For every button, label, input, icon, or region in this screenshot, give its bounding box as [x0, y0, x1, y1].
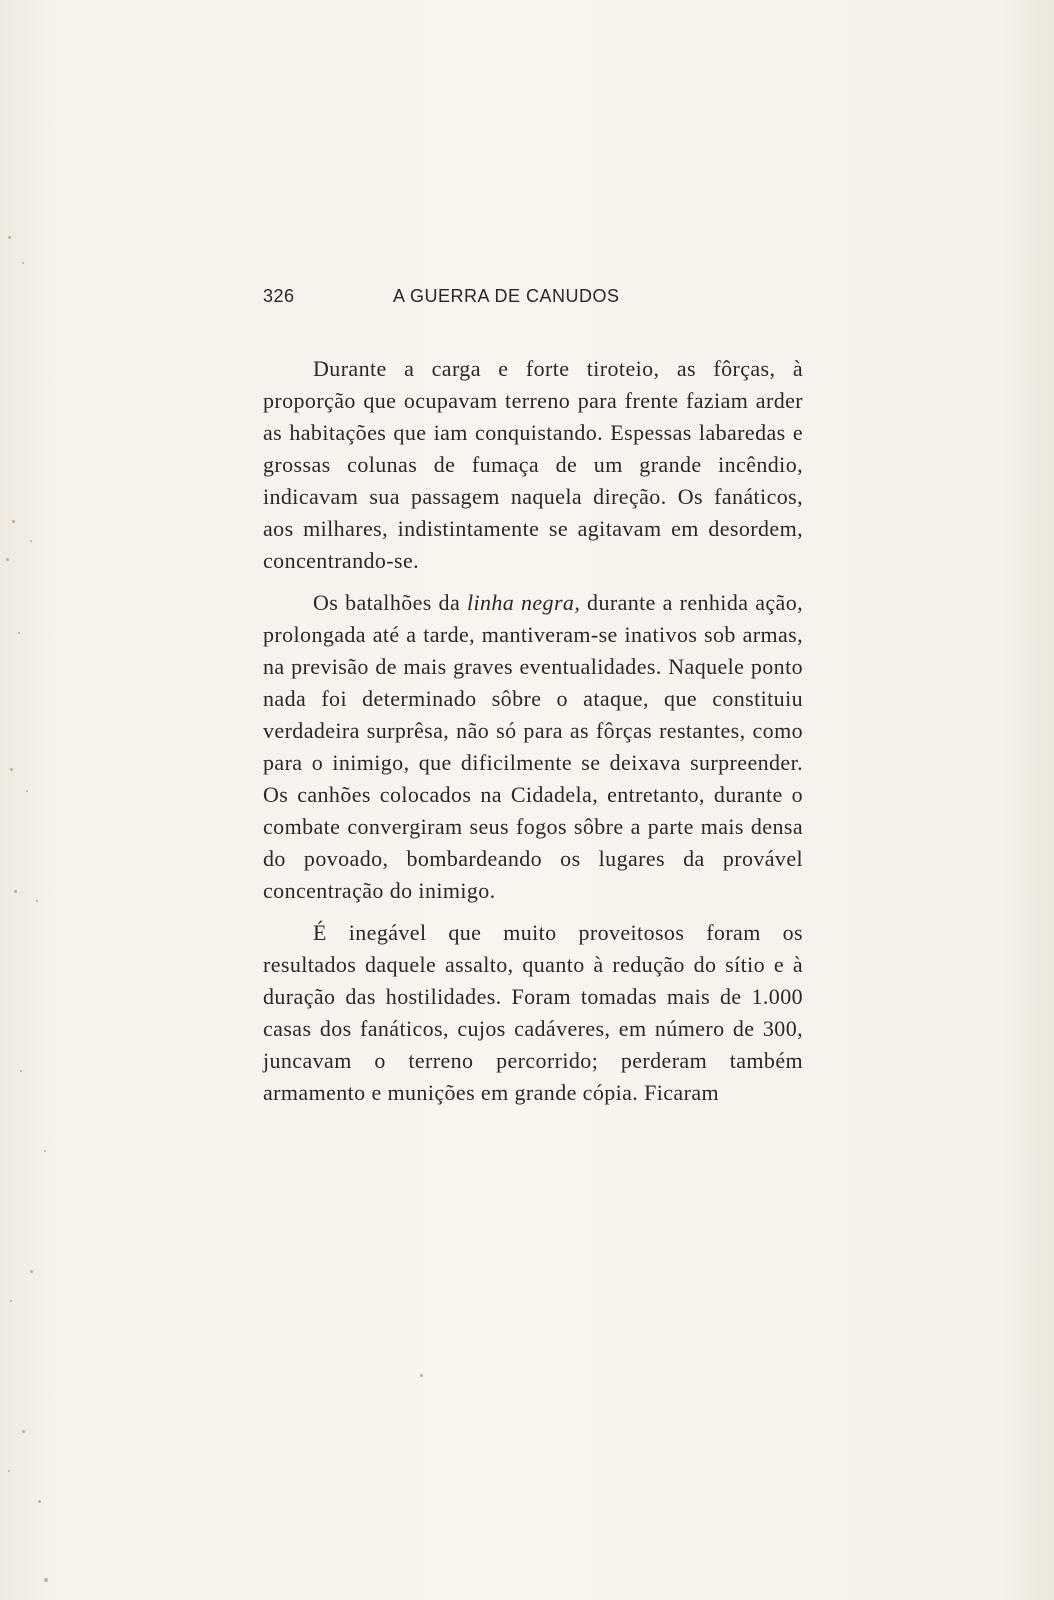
scan-speck: [6, 558, 9, 561]
paragraph-3: [263, 917, 803, 1109]
body-text: [263, 353, 803, 1109]
scan-speck: [36, 900, 38, 902]
paragraph-2-text-start: Os batalhões da: [313, 590, 467, 615]
scan-speck: [44, 1578, 48, 1582]
scan-speck: [8, 1470, 10, 1472]
paragraph-2-text-end: durante a renhida ação, prolongada até a tarde, mantiveram-se inativos sob armas, na previsão de mais graves eventualidades. Naquele ponto nada foi determinado sôbre o ataque, que constituiu verdadeira surprêsa, não só para as fôrças restantes, como para o inimigo, que dificilmente se deixava surpreender. Os canhões colocados na Cidadela, entretanto, durante o combate convergiram seus fogos sôbre a parte mais densa do povoado, bombardeando os lugares da provável concentração do inimigo.: [263, 590, 803, 903]
scan-speck: [30, 1270, 33, 1273]
scan-speck: [30, 540, 32, 542]
scan-speck: [18, 632, 20, 634]
paragraph-1: [263, 353, 803, 577]
page-number: 326: [263, 286, 295, 306]
scan-speck: [22, 1430, 25, 1433]
scan-speck: [20, 1070, 22, 1072]
paragraph-2: [263, 587, 803, 907]
paragraph-2-italic-term: linha negra,: [466, 590, 581, 615]
scan-speck: [10, 768, 13, 771]
scan-speck: [14, 890, 17, 893]
scan-speck: [22, 262, 24, 264]
scan-speck: [10, 1300, 12, 1302]
scan-speck: [8, 236, 11, 239]
scan-speck: [12, 520, 15, 523]
running-title: A GUERRA DE CANUDOS: [393, 286, 620, 306]
scan-speck: [420, 1374, 423, 1377]
scan-speck: [44, 1150, 46, 1152]
running-header: [263, 286, 823, 310]
scan-speck: [38, 1500, 41, 1503]
paragraph-3-text: É inegável que muito proveitosos foram os resultados daquele assalto, quanto à redução do sítio e à duração das hostilidades. Foram tomadas mais de 1.000 casas dos fanáticos, cujos cadáveres, em número de 300, juncavam o terreno percorrido; perderam também armamento e munições em grande cópia. Ficaram: [263, 920, 803, 1105]
paragraph-1-text: Durante a carga e forte tiroteio, as fôrças, à proporção que ocupavam terreno para frente faziam arder as habitações que iam conquistando. Espessas labaredas e grossas colunas de fumaça de um grande incêndio, indicavam sua passagem naquela direção. Os fanáticos, aos milhares, indistintamente se agitavam em desordem, concentrando-se.: [263, 356, 803, 573]
scan-speck: [26, 790, 28, 792]
